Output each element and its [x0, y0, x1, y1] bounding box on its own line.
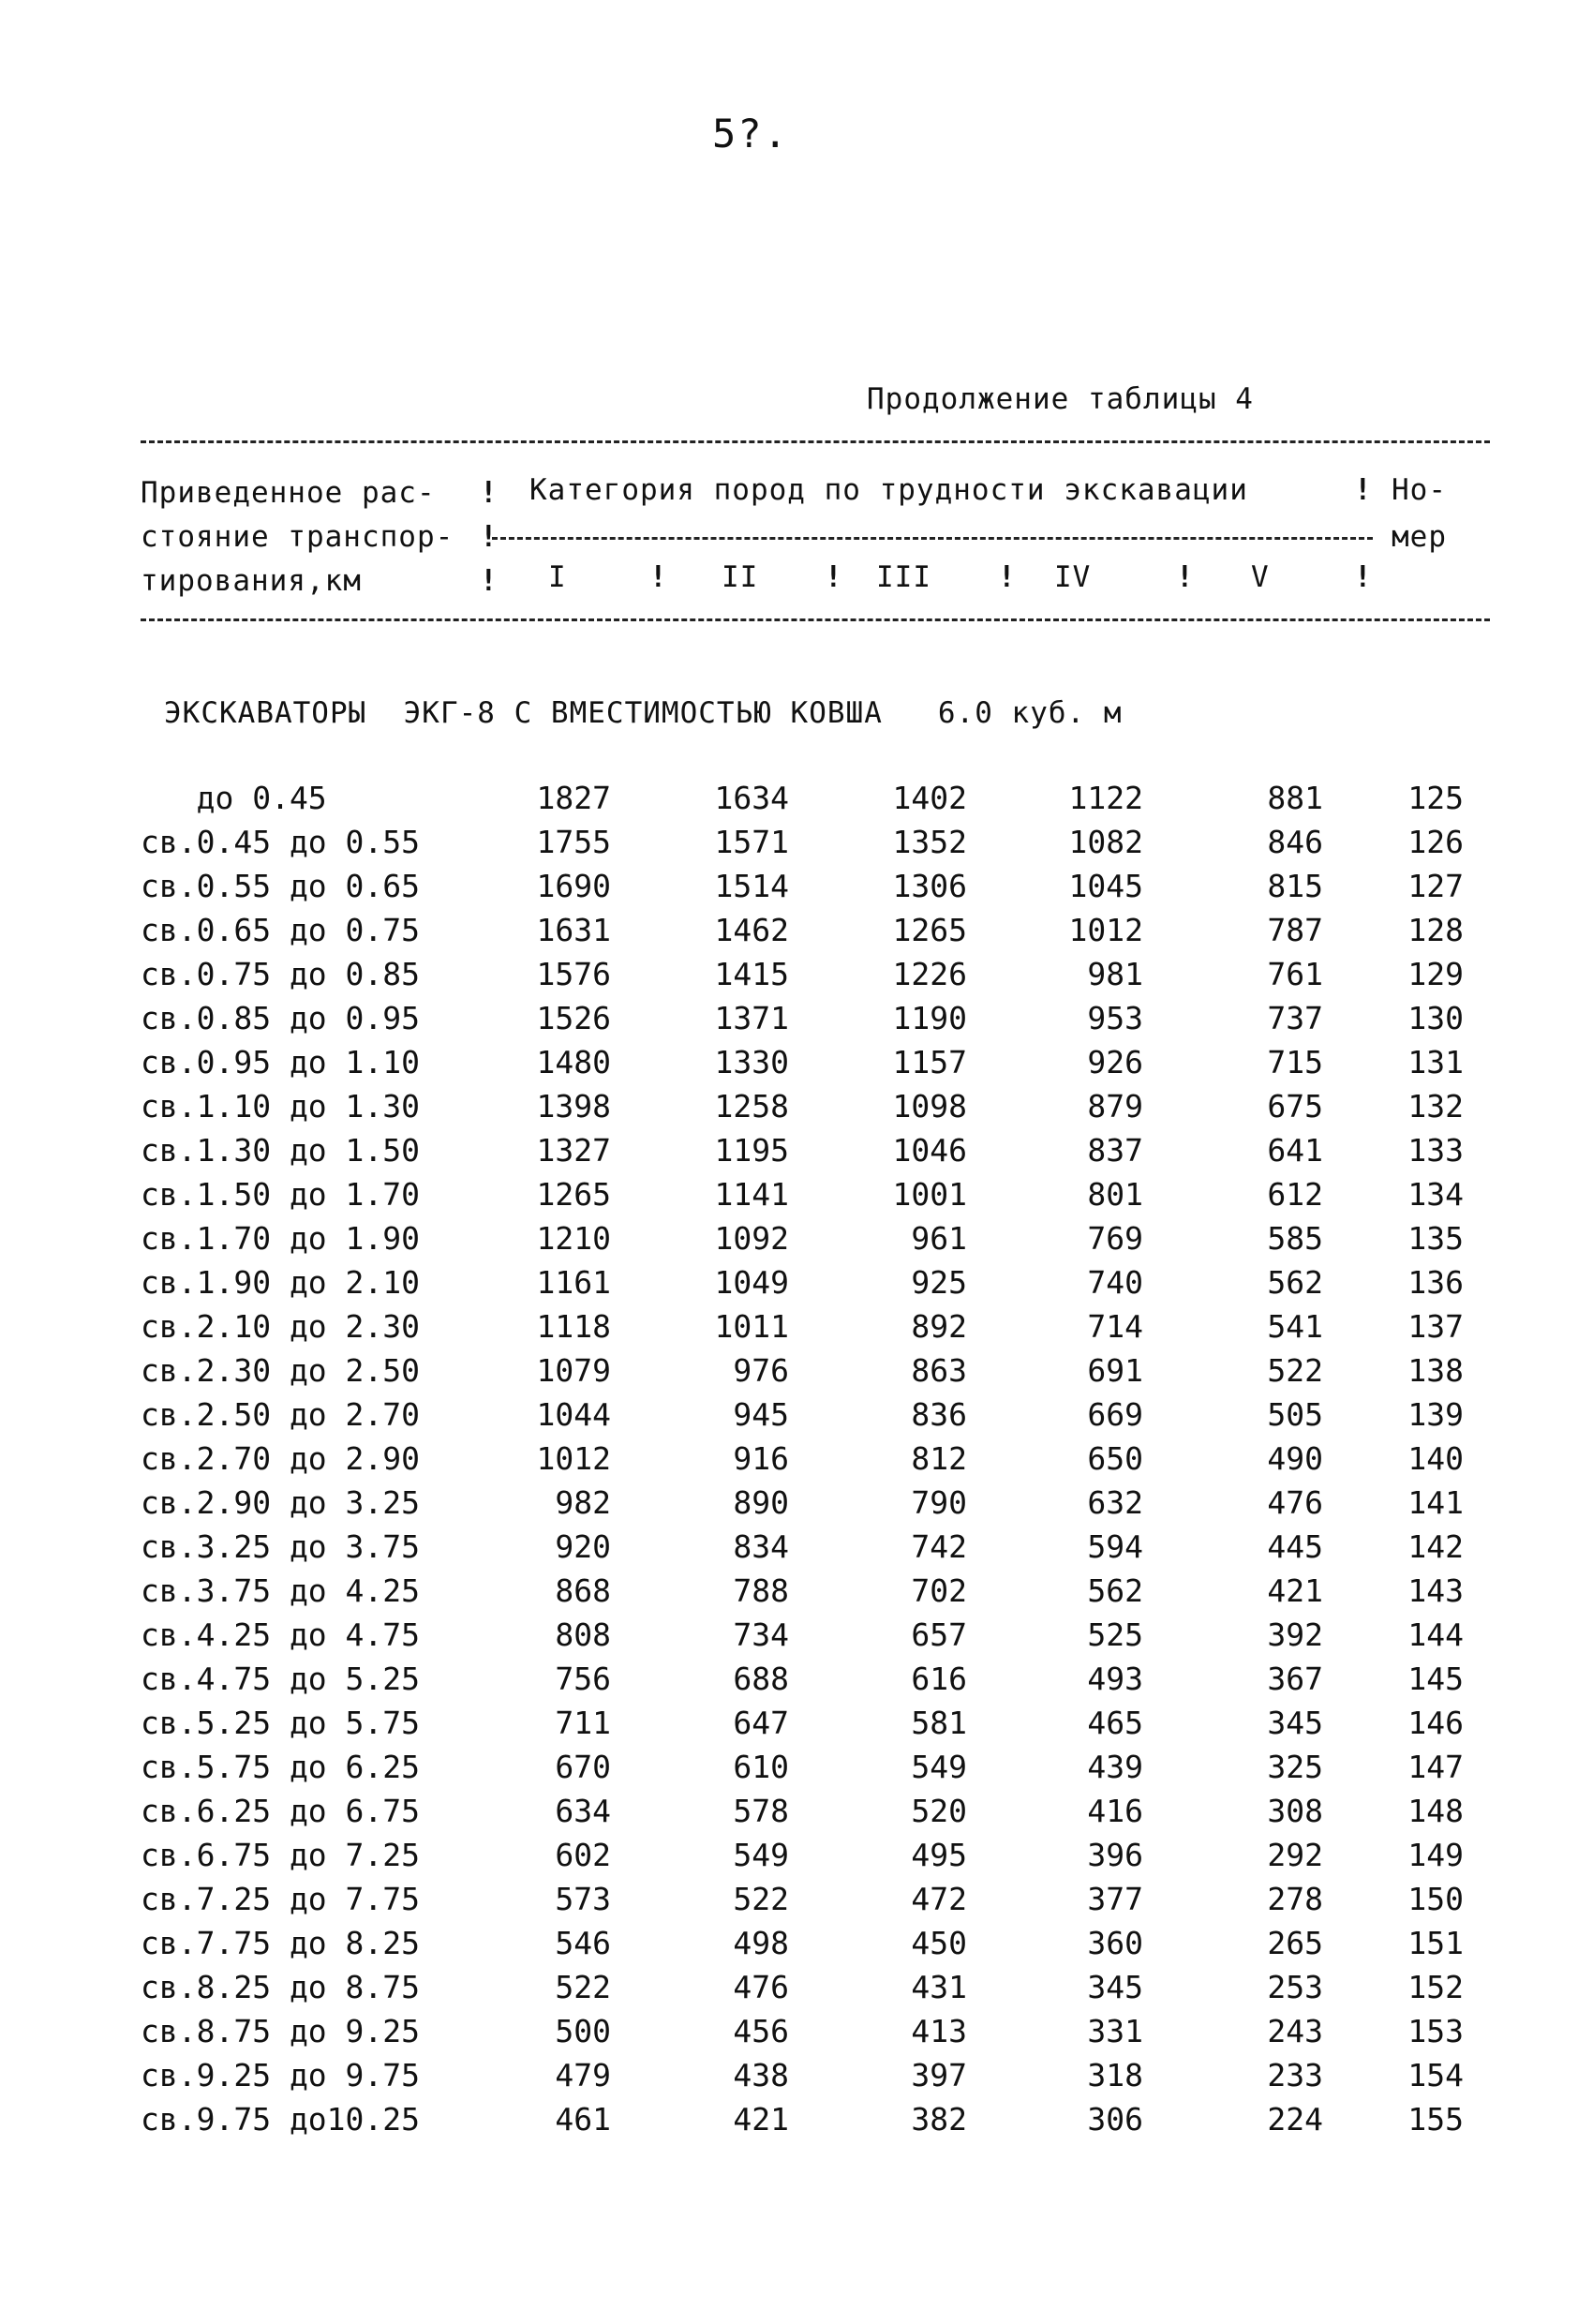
category-IV-value: 740 [1087, 1264, 1143, 1301]
distance-range-cell: св.5.75 до 6.25 [141, 1749, 421, 1785]
category-IV-value: 318 [1087, 2057, 1143, 2093]
category-IV-value: 360 [1087, 1925, 1143, 1961]
distance-range-cell: св.1.30 до 1.50 [141, 1132, 421, 1169]
row-number: 155 [1407, 2101, 1464, 2138]
header-category-II: II [722, 560, 759, 594]
category-III-value: 925 [911, 1264, 967, 1301]
table-row [0, 1308, 1593, 1352]
category-IV-value: 714 [1087, 1308, 1143, 1345]
header-separator: ! [1354, 560, 1372, 594]
header-category-III: III [876, 560, 931, 594]
category-IV-value: 465 [1087, 1705, 1143, 1741]
category-III-value: 961 [911, 1220, 967, 1257]
category-IV-value: 801 [1087, 1176, 1143, 1213]
category-II-value: 976 [733, 1352, 789, 1389]
table-row [0, 1000, 1593, 1044]
category-I-value: 808 [555, 1616, 611, 1653]
category-III-value: 397 [911, 2057, 967, 2093]
distance-range-cell: св.7.75 до 8.25 [141, 1925, 421, 1961]
category-II-value: 1514 [714, 868, 789, 904]
category-III-value: 472 [911, 1881, 967, 1917]
category-V-value: 675 [1267, 1088, 1323, 1125]
category-IV-value: 669 [1087, 1396, 1143, 1433]
category-IV-value: 377 [1087, 1881, 1143, 1917]
category-I-value: 711 [555, 1705, 611, 1741]
category-III-value: 1157 [892, 1044, 967, 1080]
category-IV-value: 439 [1087, 1749, 1143, 1785]
category-III-value: 581 [911, 1705, 967, 1741]
category-IV-value: 837 [1087, 1132, 1143, 1169]
row-number: 132 [1407, 1088, 1464, 1125]
table-row [0, 2101, 1593, 2145]
category-II-value: 1092 [714, 1220, 789, 1257]
category-V-value: 292 [1267, 1837, 1323, 1873]
row-number: 127 [1407, 868, 1464, 904]
category-II-value: 1258 [714, 1088, 789, 1125]
table-row [0, 1088, 1593, 1132]
row-number: 137 [1407, 1308, 1464, 1345]
category-I-value: 1044 [536, 1396, 611, 1433]
table-row [0, 1837, 1593, 1881]
distance-range-cell: св.9.25 до 9.75 [141, 2057, 421, 2093]
row-number: 148 [1407, 1793, 1464, 1829]
distance-range-cell: св.0.55 до 0.65 [141, 868, 421, 904]
category-III-value: 742 [911, 1528, 967, 1565]
category-V-value: 715 [1267, 1044, 1323, 1080]
category-IV-value: 1082 [1068, 824, 1143, 860]
category-V-value: 345 [1267, 1705, 1323, 1741]
category-II-value: 1634 [714, 780, 789, 816]
category-I-value: 1526 [536, 1000, 611, 1036]
category-II-value: 1049 [714, 1264, 789, 1301]
category-III-value: 863 [911, 1352, 967, 1389]
table-row [0, 956, 1593, 1000]
header-inner-rule [492, 537, 1373, 540]
distance-range-cell: св.1.70 до 1.90 [141, 1220, 421, 1257]
header-separator: ! [480, 564, 498, 598]
category-IV-value: 594 [1087, 1528, 1143, 1565]
category-V-value: 641 [1267, 1132, 1323, 1169]
category-I-value: 1690 [536, 868, 611, 904]
table-row [0, 1176, 1593, 1220]
header-number-line-2: мер [1392, 520, 1447, 554]
table-row [0, 1264, 1593, 1308]
table-row [0, 912, 1593, 956]
distance-range-cell: св.8.25 до 8.75 [141, 1969, 421, 2005]
table-row [0, 2057, 1593, 2101]
category-II-value: 1330 [714, 1044, 789, 1080]
header-separator: ! [1354, 473, 1372, 507]
category-II-value: 578 [733, 1793, 789, 1829]
category-V-value: 541 [1267, 1308, 1323, 1345]
row-number: 125 [1407, 780, 1464, 816]
row-number: 131 [1407, 1044, 1464, 1080]
distance-range-cell: св.2.90 до 3.25 [141, 1484, 421, 1521]
category-III-value: 1098 [892, 1088, 967, 1125]
header-separator: ! [825, 560, 842, 594]
header-number-line-1: Но- [1392, 473, 1447, 507]
category-II-value: 522 [733, 1881, 789, 1917]
row-number: 150 [1407, 1881, 1464, 1917]
category-I-value: 868 [555, 1572, 611, 1609]
row-number: 128 [1407, 912, 1464, 948]
distance-range-cell: св.0.45 до 0.55 [141, 824, 421, 860]
category-IV-value: 691 [1087, 1352, 1143, 1389]
category-II-value: 1195 [714, 1132, 789, 1169]
category-I-value: 602 [555, 1837, 611, 1873]
row-number: 140 [1407, 1440, 1464, 1477]
row-number: 130 [1407, 1000, 1464, 1036]
category-V-value: 490 [1267, 1440, 1323, 1477]
category-V-value: 243 [1267, 2013, 1323, 2049]
category-III-value: 1226 [892, 956, 967, 992]
category-III-value: 1001 [892, 1176, 967, 1213]
category-I-value: 756 [555, 1661, 611, 1697]
row-number: 144 [1407, 1616, 1464, 1653]
distance-range-cell: св.2.10 до 2.30 [141, 1308, 421, 1345]
category-IV-value: 953 [1087, 1000, 1143, 1036]
category-II-value: 647 [733, 1705, 789, 1741]
category-I-value: 982 [555, 1484, 611, 1521]
category-V-value: 761 [1267, 956, 1323, 992]
category-II-value: 549 [733, 1837, 789, 1873]
category-II-value: 1141 [714, 1176, 789, 1213]
category-V-value: 445 [1267, 1528, 1323, 1565]
table-row [0, 1616, 1593, 1661]
category-III-value: 790 [911, 1484, 967, 1521]
row-number: 147 [1407, 1749, 1464, 1785]
category-IV-value: 926 [1087, 1044, 1143, 1080]
distance-range-cell: св.2.30 до 2.50 [141, 1352, 421, 1389]
category-V-value: 737 [1267, 1000, 1323, 1036]
category-I-value: 1210 [536, 1220, 611, 1257]
category-I-value: 522 [555, 1969, 611, 2005]
category-II-value: 688 [733, 1661, 789, 1697]
header-distance-line-1: Приведенное рас- [141, 476, 436, 510]
category-II-value: 1371 [714, 1000, 789, 1036]
distance-range-cell: св.3.25 до 3.75 [141, 1528, 421, 1565]
table-row [0, 1528, 1593, 1572]
row-number: 133 [1407, 1132, 1464, 1169]
distance-range-cell: св.2.70 до 2.90 [141, 1440, 421, 1477]
category-I-value: 1012 [536, 1440, 611, 1477]
category-III-value: 495 [911, 1837, 967, 1873]
category-I-value: 1398 [536, 1088, 611, 1125]
category-III-value: 892 [911, 1308, 967, 1345]
table-row [0, 1969, 1593, 2013]
row-number: 153 [1407, 2013, 1464, 2049]
category-I-value: 920 [555, 1528, 611, 1565]
category-IV-value: 769 [1087, 1220, 1143, 1257]
category-IV-value: 650 [1087, 1440, 1143, 1477]
category-II-value: 834 [733, 1528, 789, 1565]
category-I-value: 1827 [536, 780, 611, 816]
distance-range-cell: св.7.25 до 7.75 [141, 1881, 421, 1917]
category-V-value: 392 [1267, 1616, 1323, 1653]
row-number: 129 [1407, 956, 1464, 992]
category-V-value: 522 [1267, 1352, 1323, 1389]
category-II-value: 1571 [714, 824, 789, 860]
distance-range-cell: св.0.65 до 0.75 [141, 912, 421, 948]
category-II-value: 890 [733, 1484, 789, 1521]
category-I-value: 1118 [536, 1308, 611, 1345]
table-row [0, 780, 1593, 824]
category-IV-value: 416 [1087, 1793, 1143, 1829]
row-number: 138 [1407, 1352, 1464, 1389]
category-III-value: 812 [911, 1440, 967, 1477]
row-number: 141 [1407, 1484, 1464, 1521]
table-row [0, 2013, 1593, 2057]
header-category-I: I [548, 560, 567, 594]
table-row [0, 1793, 1593, 1837]
category-V-value: 505 [1267, 1396, 1323, 1433]
category-IV-value: 331 [1087, 2013, 1143, 2049]
category-II-value: 456 [733, 2013, 789, 2049]
distance-range-cell: св.5.25 до 5.75 [141, 1705, 421, 1741]
category-I-value: 573 [555, 1881, 611, 1917]
category-II-value: 498 [733, 1925, 789, 1961]
row-number: 139 [1407, 1396, 1464, 1433]
table-row [0, 1220, 1593, 1264]
category-V-value: 612 [1267, 1176, 1323, 1213]
category-IV-value: 306 [1087, 2101, 1143, 2138]
row-number: 145 [1407, 1661, 1464, 1697]
table-row [0, 1440, 1593, 1484]
category-II-value: 1462 [714, 912, 789, 948]
table-row [0, 1352, 1593, 1396]
category-I-value: 1755 [536, 824, 611, 860]
row-number: 143 [1407, 1572, 1464, 1609]
header-separator: ! [1176, 560, 1194, 594]
distance-range-cell: св.6.75 до 7.25 [141, 1837, 421, 1873]
category-II-value: 945 [733, 1396, 789, 1433]
header-category-V: V [1251, 560, 1270, 594]
category-V-value: 815 [1267, 868, 1323, 904]
row-number: 126 [1407, 824, 1464, 860]
page-number: 5?. [712, 111, 789, 156]
category-V-value: 421 [1267, 1572, 1323, 1609]
category-II-value: 476 [733, 1969, 789, 2005]
category-V-value: 881 [1267, 780, 1323, 816]
category-IV-value: 981 [1087, 956, 1143, 992]
row-number: 152 [1407, 1969, 1464, 2005]
row-number: 149 [1407, 1837, 1464, 1873]
category-I-value: 1576 [536, 956, 611, 992]
category-III-value: 836 [911, 1396, 967, 1433]
table-row [0, 1705, 1593, 1749]
category-V-value: 325 [1267, 1749, 1323, 1785]
category-V-value: 787 [1267, 912, 1323, 948]
category-V-value: 308 [1267, 1793, 1323, 1829]
category-I-value: 479 [555, 2057, 611, 2093]
category-II-value: 610 [733, 1749, 789, 1785]
category-I-value: 1161 [536, 1264, 611, 1301]
category-IV-value: 1012 [1068, 912, 1143, 948]
table-row [0, 868, 1593, 912]
category-IV-value: 345 [1087, 1969, 1143, 2005]
row-number: 142 [1407, 1528, 1464, 1565]
category-V-value: 562 [1267, 1264, 1323, 1301]
category-IV-value: 1122 [1068, 780, 1143, 816]
table-row [0, 824, 1593, 868]
category-III-value: 382 [911, 2101, 967, 2138]
category-I-value: 1480 [536, 1044, 611, 1080]
category-I-value: 670 [555, 1749, 611, 1785]
category-IV-value: 879 [1087, 1088, 1143, 1125]
header-category-IV: IV [1054, 560, 1092, 594]
category-I-value: 461 [555, 2101, 611, 2138]
header-distance-line-3: тирования,км [141, 564, 362, 598]
category-IV-value: 1045 [1068, 868, 1143, 904]
category-I-value: 500 [555, 2013, 611, 2049]
row-number: 146 [1407, 1705, 1464, 1741]
category-V-value: 367 [1267, 1661, 1323, 1697]
distance-range-cell: св.0.75 до 0.85 [141, 956, 421, 992]
distance-range-cell: св.6.25 до 6.75 [141, 1793, 421, 1829]
table-row [0, 1881, 1593, 1925]
category-III-value: 1306 [892, 868, 967, 904]
table-row [0, 1044, 1593, 1088]
category-V-value: 585 [1267, 1220, 1323, 1257]
category-IV-value: 493 [1087, 1661, 1143, 1697]
section-title: ЭКСКАВАТОРЫ ЭКГ-8 С ВМЕСТИМОСТЬЮ КОВША 6.0 куб. м [164, 696, 1123, 730]
category-I-value: 1265 [536, 1176, 611, 1213]
category-III-value: 616 [911, 1661, 967, 1697]
category-IV-value: 562 [1087, 1572, 1143, 1609]
category-III-value: 1352 [892, 824, 967, 860]
category-I-value: 1631 [536, 912, 611, 948]
row-number: 135 [1407, 1220, 1464, 1257]
category-IV-value: 525 [1087, 1616, 1143, 1653]
table-row [0, 1925, 1593, 1969]
category-III-value: 657 [911, 1616, 967, 1653]
header-bottom-rule [141, 618, 1490, 621]
header-separator: ! [998, 560, 1016, 594]
distance-range-cell: св.1.10 до 1.30 [141, 1088, 421, 1125]
category-III-value: 1402 [892, 780, 967, 816]
header-separator: ! [480, 476, 498, 510]
row-number: 136 [1407, 1264, 1464, 1301]
category-III-value: 520 [911, 1793, 967, 1829]
category-V-value: 265 [1267, 1925, 1323, 1961]
table-row [0, 1572, 1593, 1616]
row-number: 134 [1407, 1176, 1464, 1213]
header-separator: ! [649, 560, 667, 594]
category-I-value: 1327 [536, 1132, 611, 1169]
table-row [0, 1484, 1593, 1528]
distance-range-cell: св.4.75 до 5.25 [141, 1661, 421, 1697]
category-V-value: 233 [1267, 2057, 1323, 2093]
header-category-group-title: Категория пород по трудности экскавации [529, 473, 1248, 507]
distance-range-cell: св.0.85 до 0.95 [141, 1000, 421, 1036]
category-V-value: 253 [1267, 1969, 1323, 2005]
table-row [0, 1132, 1593, 1176]
category-III-value: 1265 [892, 912, 967, 948]
table-continuation-caption: Продолжение таблицы 4 [867, 382, 1254, 416]
distance-range-cell: св.3.75 до 4.25 [141, 1572, 421, 1609]
category-III-value: 1190 [892, 1000, 967, 1036]
category-III-value: 702 [911, 1572, 967, 1609]
header-top-rule [141, 440, 1490, 443]
distance-range-cell: св.4.25 до 4.75 [141, 1616, 421, 1653]
category-III-value: 450 [911, 1925, 967, 1961]
category-II-value: 788 [733, 1572, 789, 1609]
table-row [0, 1749, 1593, 1793]
category-III-value: 431 [911, 1969, 967, 2005]
category-II-value: 421 [733, 2101, 789, 2138]
category-IV-value: 396 [1087, 1837, 1143, 1873]
distance-range-cell: св.2.50 до 2.70 [141, 1396, 421, 1433]
category-II-value: 438 [733, 2057, 789, 2093]
table-row [0, 1396, 1593, 1440]
category-I-value: 1079 [536, 1352, 611, 1389]
distance-range-cell: св.1.90 до 2.10 [141, 1264, 421, 1301]
category-V-value: 476 [1267, 1484, 1323, 1521]
category-V-value: 224 [1267, 2101, 1323, 2138]
distance-range-cell: св.0.95 до 1.10 [141, 1044, 421, 1080]
header-separator: ! [480, 520, 498, 554]
category-IV-value: 632 [1087, 1484, 1143, 1521]
row-number: 151 [1407, 1925, 1464, 1961]
category-II-value: 1415 [714, 956, 789, 992]
distance-range-cell: до 0.45 [141, 780, 327, 816]
category-I-value: 634 [555, 1793, 611, 1829]
distance-range-cell: св.9.75 до10.25 [141, 2101, 421, 2138]
category-II-value: 734 [733, 1616, 789, 1653]
category-II-value: 916 [733, 1440, 789, 1477]
category-III-value: 549 [911, 1749, 967, 1785]
category-V-value: 278 [1267, 1881, 1323, 1917]
header-distance-line-2: стояние транспор- [141, 520, 454, 554]
distance-range-cell: св.8.75 до 9.25 [141, 2013, 421, 2049]
category-III-value: 413 [911, 2013, 967, 2049]
distance-range-cell: св.1.50 до 1.70 [141, 1176, 421, 1213]
table-row [0, 1661, 1593, 1705]
row-number: 154 [1407, 2057, 1464, 2093]
category-V-value: 846 [1267, 824, 1323, 860]
category-III-value: 1046 [892, 1132, 967, 1169]
category-I-value: 546 [555, 1925, 611, 1961]
category-II-value: 1011 [714, 1308, 789, 1345]
